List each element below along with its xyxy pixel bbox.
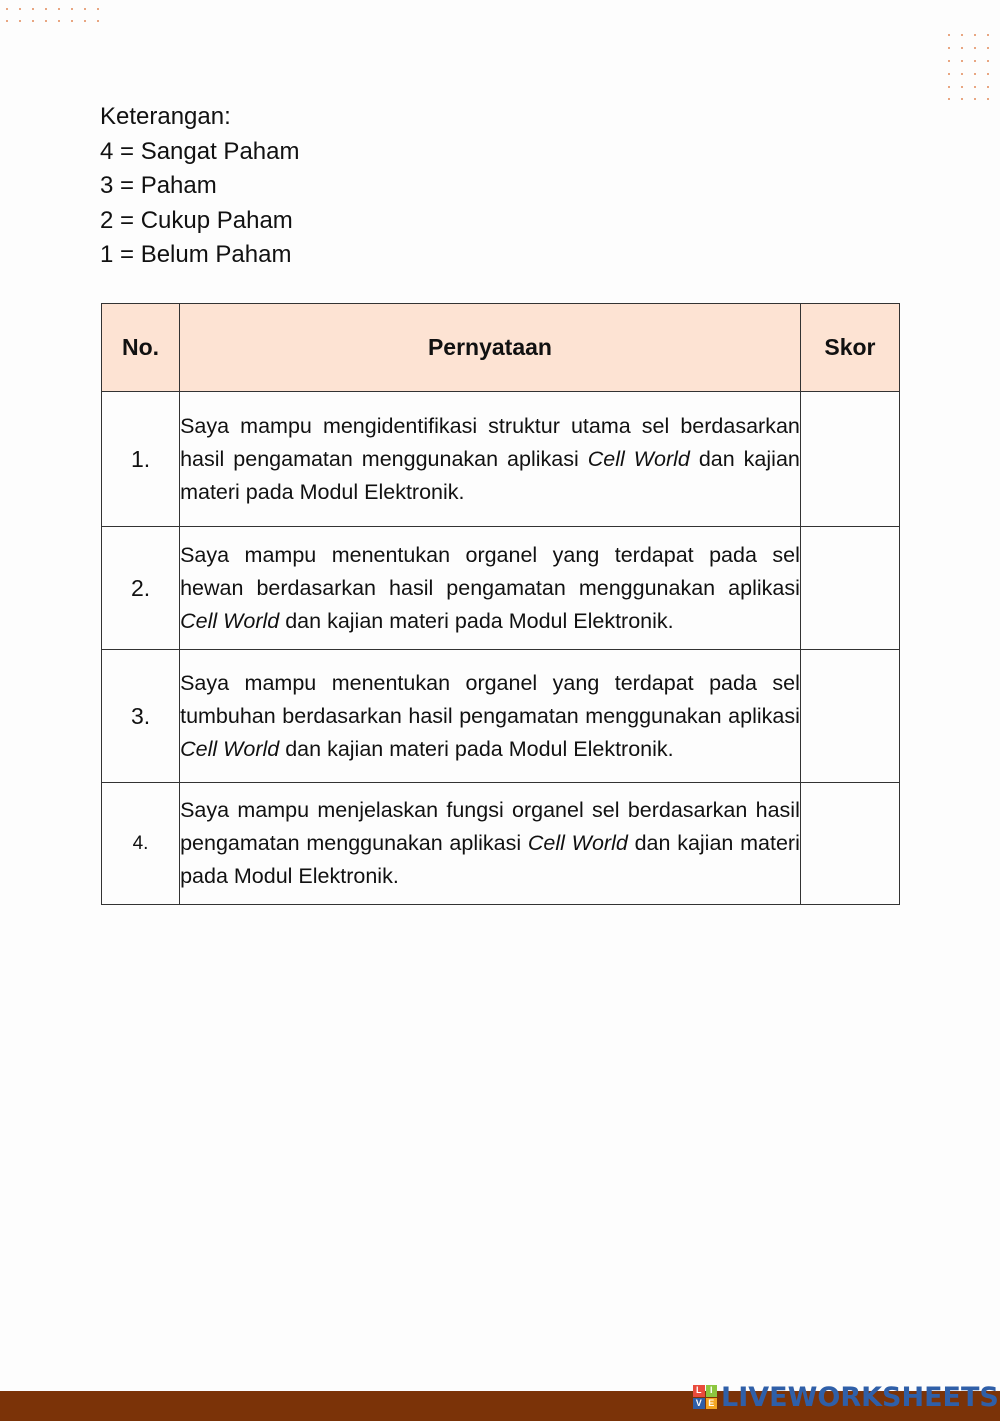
statement-part: dan kajian materi pada Modul Elektronik. bbox=[279, 736, 674, 761]
row-number: 3. bbox=[102, 650, 180, 783]
app-name: Cell World bbox=[180, 608, 280, 633]
liveworksheets-logo-icon bbox=[693, 1385, 717, 1409]
statement-cell bbox=[180, 527, 801, 650]
header-no: No. bbox=[102, 304, 180, 392]
table-row bbox=[102, 527, 900, 650]
row-number: 1. bbox=[102, 392, 180, 527]
decorative-dots-top-right bbox=[948, 34, 998, 104]
statement-cell bbox=[180, 783, 801, 905]
statement-text bbox=[180, 667, 800, 766]
logo-letter: V bbox=[693, 1398, 705, 1410]
statement-text bbox=[180, 410, 800, 509]
statement-part: Saya mampu menentukan organel yang terdapat pada sel hewan berdasarkan hasil pengamatan menggunakan aplikasi bbox=[180, 542, 800, 600]
header-score: Skor bbox=[800, 304, 899, 392]
legend-title: Keterangan: bbox=[100, 103, 231, 130]
legend-item: 4 = Sangat Paham bbox=[100, 137, 300, 165]
app-name: Cell World bbox=[180, 736, 280, 761]
logo-letter: I bbox=[706, 1385, 718, 1397]
brand-name: LIVEWORKSHEETS bbox=[721, 1381, 999, 1413]
table-row bbox=[102, 392, 900, 527]
statement-part: Saya mampu mengidentifikasi struktur utama sel berdasarkan hasil pengamatan menggunakan aplikasi bbox=[180, 413, 800, 471]
score-cell[interactable] bbox=[800, 392, 899, 527]
table-row bbox=[102, 650, 900, 783]
legend-item: 3 = Paham bbox=[100, 172, 217, 199]
app-name: Cell World bbox=[587, 446, 690, 471]
statement-part: dan kajian materi pada Modul Elektronik. bbox=[180, 831, 800, 888]
score-cell[interactable] bbox=[800, 650, 899, 783]
table-header-row bbox=[102, 304, 900, 392]
row-number: 2. bbox=[102, 527, 180, 650]
statement-cell bbox=[180, 650, 801, 783]
statement-part: Saya mampu menjelaskan fungsi organel sel berdasarkan hasil pengamatan menggunakan aplikasi bbox=[180, 798, 800, 855]
app-name: Cell World bbox=[527, 831, 628, 855]
statement-part: Saya mampu menentukan organel yang terdapat pada sel tumbuhan berdasarkan hasil pengamatan menggunakan aplikasi bbox=[180, 670, 800, 728]
logo-letter: E bbox=[706, 1398, 718, 1410]
self-assessment-table bbox=[101, 303, 900, 905]
legend-item: 2 = Cukup Paham bbox=[100, 206, 293, 234]
legend-item: 1 = Belum Paham bbox=[100, 241, 292, 268]
statement-text bbox=[180, 794, 800, 893]
liveworksheets-brand[interactable] bbox=[693, 1382, 999, 1412]
row-number: 4. bbox=[102, 783, 180, 905]
statement-cell bbox=[180, 392, 801, 527]
statement-text bbox=[180, 539, 800, 638]
logo-letter: L bbox=[693, 1385, 705, 1397]
score-legend bbox=[100, 100, 299, 273]
score-cell[interactable] bbox=[800, 783, 899, 905]
score-cell[interactable] bbox=[800, 527, 899, 650]
statement-part: dan kajian materi pada Modul Elektronik. bbox=[279, 608, 674, 633]
decorative-dots-top-left bbox=[6, 8, 106, 28]
table-row bbox=[102, 783, 900, 905]
header-statement: Pernyataan bbox=[180, 304, 801, 392]
statement-part: dan kajian materi pada Modul Elektronik. bbox=[180, 446, 800, 504]
